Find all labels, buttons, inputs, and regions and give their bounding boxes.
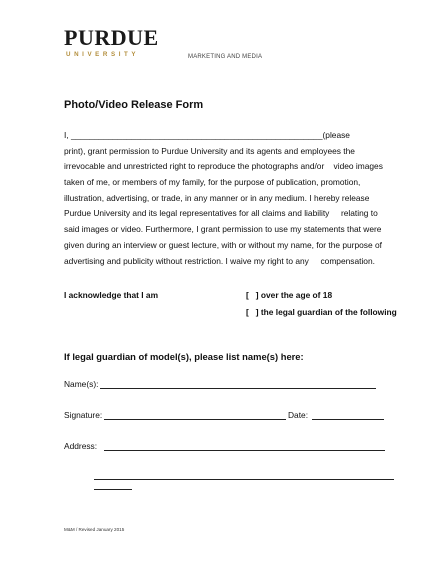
statement-line: Purdue University and its legal representatives for all claims and liability relating to — [64, 208, 378, 219]
signature-label: Signature: — [64, 410, 103, 420]
revision-note: M&M / Revised January 2015 — [64, 527, 125, 532]
legal-guardian-checkbox[interactable]: [ ] the legal guardian of the following — [246, 307, 397, 317]
statement-line: print), grant permission to Purdue University and its agents and employees the — [64, 145, 355, 156]
statement-line: irrevocable and unrestricted right to reproduce the photographs and/or video images — [64, 161, 383, 172]
names-label: Name(s): — [64, 379, 99, 389]
logo-subtitle: UNIVERSITY — [66, 51, 140, 58]
department-label: MARKETING AND MEDIA — [188, 54, 263, 60]
names-field[interactable] — [100, 388, 376, 389]
address-label: Address: — [64, 441, 98, 451]
statement-line: advertising and publicity without restriction. I waive my right to any compensation. — [64, 255, 375, 266]
form-title: Photo/Video Release Form — [64, 99, 204, 111]
over-18-checkbox[interactable]: [ ] over the age of 18 — [246, 290, 333, 300]
statement-line: said images or video. Furthermore, I grant permission to use my statements that were — [64, 224, 382, 235]
statement-line: given during an interview or guest lecture, with or without my name, for the purpose of — [64, 239, 382, 250]
address-field-line-3[interactable] — [94, 489, 132, 490]
date-label: Date: — [288, 410, 309, 420]
statement-line: I, ______________________________________________________(please — [64, 130, 350, 140]
statement-line: illustration, advertising, or trade, in any manner or in any medium. I hereby release — [64, 192, 370, 203]
address-field-line-2[interactable] — [94, 479, 394, 480]
release-statement — [64, 128, 409, 269]
date-field[interactable] — [312, 419, 384, 420]
signature-field[interactable] — [104, 419, 286, 420]
statement-line: taken of me, or members of my family, for the purpose of publication, promotion, — [64, 177, 361, 188]
address-field-line-1[interactable] — [104, 450, 385, 451]
logo-wordmark: PURDUE — [64, 25, 159, 50]
guardian-heading: If legal guardian of model(s), please list name(s) here: — [64, 351, 304, 362]
acknowledge-label: I acknowledge that I am — [64, 290, 159, 300]
